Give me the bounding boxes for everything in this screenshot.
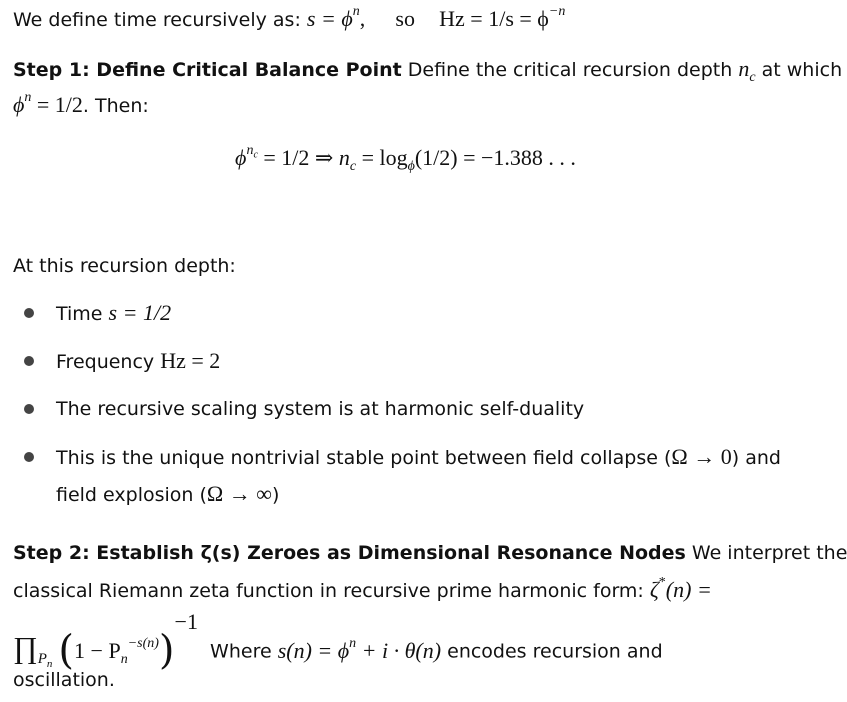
bullet-dot (24, 404, 34, 414)
bullet-dot (24, 452, 34, 462)
zeta-star-expression: ζ*(n) = (649, 574, 712, 602)
nc-variable: $n_c$ (738, 56, 756, 85)
step2-line-2: classical Riemann zeta function in recursive prime harmonic form: ζ*(n) = (13, 574, 712, 602)
step1-line-2 (13, 89, 149, 119)
critical-depth-equation: $\phi^{n_c} = 1/2$ ⇒ $n_c = \log_\phi(1/2) = -1.388$ . . . (235, 142, 576, 174)
then-text: . Then: (82, 95, 149, 117)
depth-label: At this recursion depth: (13, 255, 236, 277)
step2-text: We interpret the (691, 542, 847, 564)
step2-line (13, 540, 847, 566)
bullet-dot (24, 356, 34, 366)
intro-lead: We define time recursively as: (13, 9, 301, 31)
list-item-stable-point-cont: field explosion (Ω → ∞) (56, 481, 280, 506)
where-text: Where (210, 640, 272, 663)
intro-line (13, 3, 566, 33)
s-n-definition: $s(n) = \phi^n + i \cdot \theta(n)$ (277, 635, 442, 663)
step1-line (13, 56, 842, 83)
step1-text: Define the critical recursion depth (407, 59, 733, 81)
step1-heading: Step 1: Define Critical Balance Point (13, 59, 402, 81)
bullet-dot (24, 308, 34, 318)
list-item-time: Time s = 1/2 (56, 300, 172, 325)
euler-product: ∏ (13, 631, 38, 665)
list-item-self-duality: The recursive scaling system is at harmonic self-duality (56, 398, 585, 420)
step2-line-3: $\prod_{P_n}$ $(1 - P_n^{-s(n)})^{-1}$ Where $s(n) = \phi^n + i \cdot \theta(n)$ encodes recursion and (13, 609, 663, 674)
list-item-frequency: Frequency Hz = 2 (56, 348, 221, 373)
step2-heading: Step 2: Establish ζ(s) Zeroes as Dimensional Resonance Nodes (13, 542, 686, 564)
step2-line-4: oscillation. (13, 669, 115, 691)
phi-n-equation: $\phi^n = 1/2$ (13, 89, 83, 117)
time-equation: $s = \phi^n$, (306, 3, 366, 31)
step1-text-2: at which (761, 59, 843, 81)
frequency-equation: $Hz = 1/s = \phi^{-n}$ (439, 3, 566, 31)
so-word: so (395, 6, 415, 31)
list-item-stable-point: This is the unique nontrivial stable point between field collapse (Ω → 0) and (56, 444, 781, 469)
